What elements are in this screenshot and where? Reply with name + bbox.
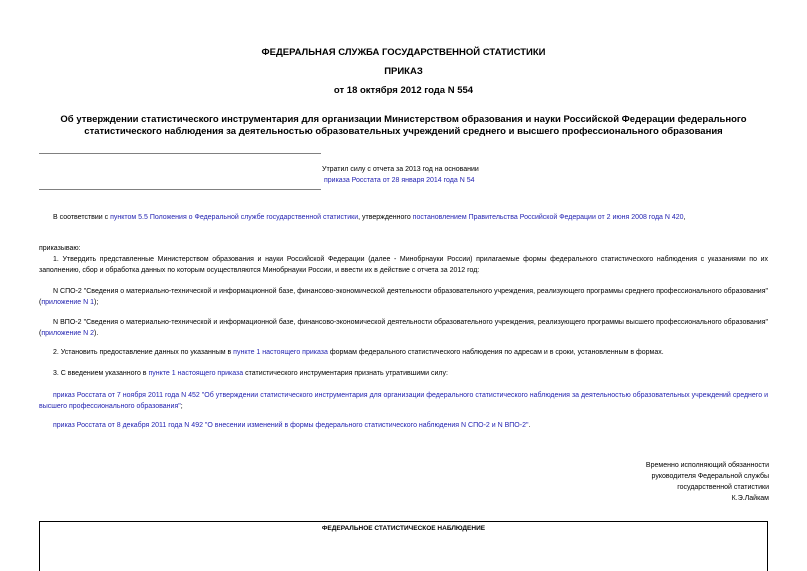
signature-line-3: государственной статистики [677, 484, 769, 491]
signature-block [646, 460, 769, 504]
revoked-order-2-end: . [528, 422, 531, 429]
preamble-text-end: , [683, 214, 686, 221]
item-spo2 [39, 286, 768, 308]
link-government-decree[interactable]: постановлением Правительства Российской Федерации от 2 июня 2008 года N 420 [412, 214, 684, 221]
spo2-end: ); [94, 299, 99, 306]
item-1: 1. Утвердить представленные Министерством образования и науки Российской Федерации (далее - Минобрнауки России) прилагаемые формы федерального статистического наблюдения с указаниями по их заполнению, сбор и обработка данных по которым осуществляются Минобрнауки России, и ввести их в действие с отчета за 2012 год: [39, 256, 768, 274]
form-header-table [39, 521, 768, 571]
link-appendix-1[interactable]: приложение N 1 [41, 299, 94, 306]
item-vpo2 [39, 317, 768, 339]
order-word: приказываю: [39, 245, 81, 252]
date-number-heading: от 18 октября 2012 года N 554 [333, 85, 474, 96]
divider-top [39, 153, 321, 154]
signatory-name: К.Э.Лайкам [731, 495, 769, 502]
doc-type-heading: ПРИКАЗ [384, 66, 423, 77]
link-appendix-2[interactable]: приложение N 2 [41, 330, 94, 337]
vpo2-end: ). [94, 330, 99, 337]
signature-line-2: руководителя Федеральной службы [651, 473, 769, 480]
item-2-end: формам федерального статистического наблюдения по адресам и в сроки, установленным в формах. [327, 349, 664, 356]
item-3-text: 3. С введением указанного в [53, 370, 149, 377]
link-order-452[interactable]: приказ Росстата от 7 ноября 2011 года N 452 "Об утверждении статистического инструментария для организации федерального статистического наблюдения за деятельностью образовательных учреждений среднего и высшего профессионального образования" [39, 392, 768, 410]
status-note-text: Утратил силу с отчета за 2013 год на основании [322, 166, 479, 173]
divider-bottom [39, 189, 321, 190]
signature-line-1: Временно исполняющий обязанности [645, 462, 769, 469]
item-2 [39, 347, 768, 358]
status-note-link[interactable]: приказа Росстата от 28 января 2014 года N 54 [324, 177, 475, 184]
preamble-text-mid: , утвержденного [358, 214, 413, 221]
revoked-order-1 [39, 390, 768, 412]
agency-heading: ФЕДЕРАЛЬНАЯ СЛУЖБА ГОСУДАРСТВЕННОЙ СТАТИСТИКИ [261, 47, 546, 58]
document-title: Об утверждении статистического инструментария для организации Министерством образования и науки Российской Федерации федерального статистического наблюдения за деятельностью образовательных учреждений среднего и высшего профессионального образования [60, 114, 747, 137]
revoked-order-2 [39, 420, 768, 431]
status-note [322, 164, 479, 186]
spo2-text: N СПО-2 "Сведения о материально-технической и информационной базе, финансово-экономической деятельности образовательного учреждения, реализующего программы среднего профессионального образования" ( [39, 288, 768, 306]
link-item-3-clause-1[interactable]: пункте 1 настоящего приказа [148, 370, 244, 377]
preamble-paragraph [39, 212, 768, 223]
revoked-order-1-end: ; [180, 403, 183, 410]
item-3 [39, 368, 768, 379]
form-header-label: ФЕДЕРАЛЬНОЕ СТАТИСТИЧЕСКОЕ НАБЛЮДЕНИЕ [321, 525, 486, 532]
item-2-text: 2. Установить предоставление данных по указанным в [53, 349, 234, 356]
item-3-end: статистического инструментария признать утратившими силу: [243, 370, 448, 377]
link-item-2-clause-1[interactable]: пункте 1 настоящего приказа [233, 349, 328, 356]
link-order-492[interactable]: приказ Росстата от 8 декабря 2011 года N 492 "О внесении изменений в формы федерального статистического наблюдения N СПО-2 и N ВПО-2" [53, 422, 529, 429]
preamble-text: В соответствии с [53, 214, 111, 221]
link-regulation-clause[interactable]: пунктом 5.5 Положения о Федеральной службе государственной статистики [110, 214, 359, 221]
vpo2-text: N ВПО-2 "Сведения о материально-технической и информационной базе, финансово-экономической деятельности образовательного учреждения, реализующего программы высшего профессионального образования" ( [39, 319, 768, 337]
